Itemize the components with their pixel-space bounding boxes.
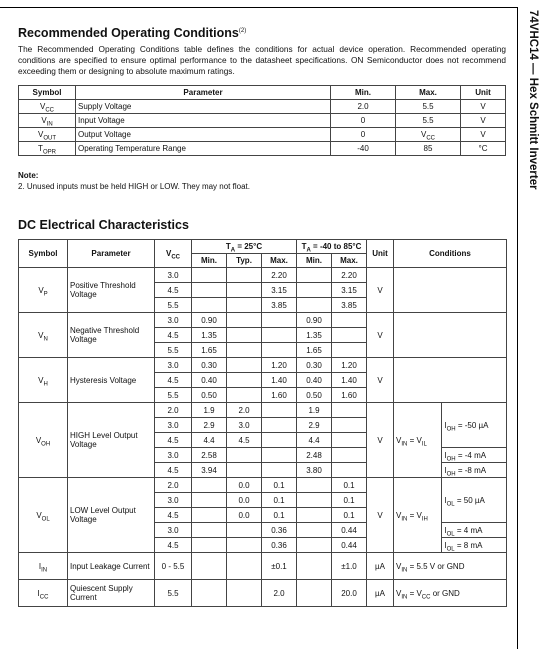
dc-max2 [332, 313, 367, 328]
dc-min2: 0.90 [297, 313, 332, 328]
side-title [523, 10, 539, 270]
roc-h-unit: Unit [461, 86, 506, 100]
dc-h-max2: Max. [332, 254, 367, 268]
dc-min: 0.50 [192, 388, 227, 403]
dc-max [262, 403, 297, 418]
dc-min2 [297, 580, 332, 607]
dc-typ: 0.0 [227, 478, 262, 493]
dc-subcondition: $I_{OH} = -50$ µA [442, 403, 507, 448]
dc-typ [227, 298, 262, 313]
note-label: Note: [18, 171, 39, 180]
dc-typ: 0.0 [227, 508, 262, 523]
dc-vcc: 4.5 [155, 328, 192, 343]
dc-h-typ: Typ. [227, 254, 262, 268]
roc-parameter: Supply Voltage [76, 100, 331, 114]
dc-min2: 1.35 [297, 328, 332, 343]
dc-min2: 1.65 [297, 343, 332, 358]
dc-symbol: $V_P$ [19, 268, 68, 313]
dc-parameter: Input Leakage Current [68, 553, 155, 580]
roc-symbol: $V_{OUT}$ [19, 128, 76, 142]
dc-max: 2.20 [262, 268, 297, 283]
roc-row [19, 100, 506, 114]
dc-vcc: 3.0 [155, 268, 192, 283]
dc-vcc: 3.0 [155, 418, 192, 433]
dc-symbol: $V_N$ [19, 313, 68, 358]
dc-subcondition: $I_{OH} = -4$ mA [442, 448, 507, 463]
roc-row [19, 128, 506, 142]
dc-parameter: Negative Threshold Voltage [68, 313, 155, 358]
dc-condition: $V_{IN} = V_{CC}$ or GND [394, 580, 507, 607]
dc-min2 [297, 283, 332, 298]
roc-title: Recommended Operating Conditions$^{(2)}$ [18, 26, 247, 40]
page-frame-right [517, 7, 518, 649]
dc-condition: $V_{IN} = 5.5$ V or GND [394, 553, 507, 580]
dc-row [19, 268, 507, 283]
roc-min: 0 [331, 128, 396, 142]
dc-max [262, 448, 297, 463]
dc-max: 2.0 [262, 580, 297, 607]
dc-max2 [332, 403, 367, 418]
dc-max: 0.36 [262, 523, 297, 538]
dc-symbol: $V_{OH}$ [19, 403, 68, 478]
dc-typ [227, 328, 262, 343]
dc-min2 [297, 523, 332, 538]
roc-symbol: $T_{OPR}$ [19, 142, 76, 156]
dc-subcondition: $I_{OL} = 8$ mA [442, 538, 507, 553]
dc-condition: $V_{IN} = V_{IL}$ [394, 403, 442, 478]
dc-min: 1.9 [192, 403, 227, 418]
roc-parameter: Operating Temperature Range [76, 142, 331, 156]
dc-vcc: 4.5 [155, 283, 192, 298]
dc-max [262, 343, 297, 358]
dc-min2: 2.9 [297, 418, 332, 433]
dc-vcc: 2.0 [155, 403, 192, 418]
dc-typ [227, 523, 262, 538]
dc-row [19, 553, 507, 580]
dc-min2: 0.50 [297, 388, 332, 403]
dc-vcc: 5.5 [155, 298, 192, 313]
dc-subcondition: $I_{OL} = 4$ mA [442, 523, 507, 538]
dc-typ: 0.0 [227, 493, 262, 508]
dc-typ [227, 538, 262, 553]
dc-header-row-1 [19, 240, 507, 254]
dc-min: 4.4 [192, 433, 227, 448]
dc-max [262, 463, 297, 478]
roc-symbol: $V_{IN}$ [19, 114, 76, 128]
roc-max: 5.5 [396, 100, 461, 114]
dc-typ [227, 580, 262, 607]
dc-typ: 3.0 [227, 418, 262, 433]
dc-parameter: LOW Level Output Voltage [68, 478, 155, 553]
dc-condition: $V_{IN} = V_{IH}$ [394, 478, 442, 553]
dc-min: 0.40 [192, 373, 227, 388]
dc-row [19, 478, 507, 493]
dc-max2: 1.20 [332, 358, 367, 373]
dc-symbol: $I_{IN}$ [19, 553, 68, 580]
dc-typ: 2.0 [227, 403, 262, 418]
dc-max2: 1.60 [332, 388, 367, 403]
dc-min: 1.35 [192, 328, 227, 343]
dc-min: 1.65 [192, 343, 227, 358]
dc-min [192, 523, 227, 538]
roc-max: 5.5 [396, 114, 461, 128]
dc-min: 2.58 [192, 448, 227, 463]
dc-typ [227, 358, 262, 373]
dc-typ [227, 283, 262, 298]
dc-max: 1.60 [262, 388, 297, 403]
dc-parameter: HIGH Level Output Voltage [68, 403, 155, 478]
dc-h-parameter: Parameter [68, 240, 155, 268]
dc-max2: 0.44 [332, 538, 367, 553]
dc-min: 2.9 [192, 418, 227, 433]
dc-typ: 4.5 [227, 433, 262, 448]
dc-typ [227, 268, 262, 283]
dc-max2: 3.15 [332, 283, 367, 298]
roc-unit: V [461, 128, 506, 142]
roc-max: 85 [396, 142, 461, 156]
roc-h-parameter: Parameter [76, 86, 331, 100]
dc-min [192, 493, 227, 508]
roc-h-symbol: Symbol [19, 86, 76, 100]
roc-h-max: Max. [396, 86, 461, 100]
roc-max: $V_{CC}$ [396, 128, 461, 142]
dc-vcc: 5.5 [155, 388, 192, 403]
dc-condition [394, 313, 507, 358]
dc-unit: V [367, 403, 394, 478]
dc-unit: V [367, 268, 394, 313]
dc-max: 0.1 [262, 508, 297, 523]
roc-min: -40 [331, 142, 396, 156]
dc-h-vcc: $V_{CC}$ [155, 240, 192, 268]
dc-min2 [297, 478, 332, 493]
dc-max2: 20.0 [332, 580, 367, 607]
dc-min [192, 553, 227, 580]
dc-min: 0.30 [192, 358, 227, 373]
dc-min2: 0.40 [297, 373, 332, 388]
side-title-text: 74VHC14 — Hex Schmitt Inverter [527, 10, 539, 190]
dc-min2: 0.30 [297, 358, 332, 373]
roc-note [18, 170, 250, 192]
dc-vcc: 4.5 [155, 508, 192, 523]
dc-h-conditions: Conditions [394, 240, 507, 268]
dc-max [262, 328, 297, 343]
dc-max2: 0.44 [332, 523, 367, 538]
dc-vcc: 3.0 [155, 523, 192, 538]
dc-min [192, 268, 227, 283]
dc-max2 [332, 328, 367, 343]
roc-unit: °C [461, 142, 506, 156]
dc-min2 [297, 268, 332, 283]
dc-max [262, 433, 297, 448]
dc-max2 [332, 433, 367, 448]
dc-max2: ±1.0 [332, 553, 367, 580]
dc-max: 3.85 [262, 298, 297, 313]
dc-min2 [297, 553, 332, 580]
dc-vcc: 5.5 [155, 580, 192, 607]
dc-max2: 0.1 [332, 508, 367, 523]
dc-max2 [332, 418, 367, 433]
dc-parameter: Positive Threshold Voltage [68, 268, 155, 313]
dc-max: 0.1 [262, 478, 297, 493]
dc-unit: µA [367, 553, 394, 580]
roc-parameter: Output Voltage [76, 128, 331, 142]
dc-vcc: 4.5 [155, 373, 192, 388]
dc-min [192, 538, 227, 553]
dc-vcc: 3.0 [155, 493, 192, 508]
dc-max: 1.40 [262, 373, 297, 388]
roc-row [19, 142, 506, 156]
dc-min [192, 478, 227, 493]
dc-min2 [297, 493, 332, 508]
dc-max2 [332, 343, 367, 358]
dc-h-ta25: $T_A = 25^\circ C$ [192, 240, 297, 254]
dc-typ [227, 448, 262, 463]
dc-typ [227, 553, 262, 580]
roc-intro: The Recommended Operating Conditions table defines the conditions for actual device operation. Recommended operating conditions are specified to ensure optimal performance to the datasheet specifications. ON Semiconductor does not recommend exceeding them or designing to absolute maximum ratings. [18, 44, 506, 76]
dc-max2: 0.1 [332, 478, 367, 493]
dc-min2 [297, 298, 332, 313]
dc-h-ta85: $T_A = -40$ to 85°C [297, 240, 367, 254]
dc-row [19, 580, 507, 607]
dc-typ [227, 343, 262, 358]
dc-min [192, 283, 227, 298]
dc-row [19, 358, 507, 373]
dc-condition [394, 358, 507, 403]
dc-min [192, 508, 227, 523]
dc-h-symbol: Symbol [19, 240, 68, 268]
dc-vcc: 4.5 [155, 463, 192, 478]
dc-min2 [297, 508, 332, 523]
roc-row [19, 114, 506, 128]
dc-max2 [332, 448, 367, 463]
dc-unit: V [367, 358, 394, 403]
dc-subcondition: $I_{OL} = 50$ µA [442, 478, 507, 523]
dc-min [192, 298, 227, 313]
dc-max: 3.15 [262, 283, 297, 298]
roc-unit: V [461, 100, 506, 114]
dc-typ [227, 388, 262, 403]
dc-parameter: Quiescent Supply Current [68, 580, 155, 607]
dc-h-min: Min. [192, 254, 227, 268]
roc-symbol: $V_{CC}$ [19, 100, 76, 114]
roc-min: 0 [331, 114, 396, 128]
dc-unit: V [367, 313, 394, 358]
dc-title: DC Electrical Characteristics [18, 218, 189, 232]
dc-symbol: $I_{CC}$ [19, 580, 68, 607]
dc-vcc: 3.0 [155, 448, 192, 463]
dc-max: ±0.1 [262, 553, 297, 580]
dc-h-min2: Min. [297, 254, 332, 268]
dc-symbol: $V_{OL}$ [19, 478, 68, 553]
roc-title-note: (2) [238, 27, 247, 34]
dc-max [262, 313, 297, 328]
dc-max [262, 418, 297, 433]
roc-min: 2.0 [331, 100, 396, 114]
dc-max2: 1.40 [332, 373, 367, 388]
roc-table [18, 85, 506, 156]
dc-min [192, 580, 227, 607]
dc-min2: 4.4 [297, 433, 332, 448]
dc-max: 1.20 [262, 358, 297, 373]
dc-vcc: 2.0 [155, 478, 192, 493]
dc-min: 0.90 [192, 313, 227, 328]
dc-vcc: 0 - 5.5 [155, 553, 192, 580]
dc-subcondition: $I_{OH} = -8$ mA [442, 463, 507, 478]
note-text: 2. Unused inputs must be held HIGH or LOW. They may not float. [18, 182, 250, 191]
dc-max: 0.1 [262, 493, 297, 508]
dc-vcc: 3.0 [155, 313, 192, 328]
dc-vcc: 4.5 [155, 538, 192, 553]
dc-row [19, 403, 507, 418]
roc-header-row [19, 86, 506, 100]
dc-unit: µA [367, 580, 394, 607]
dc-typ [227, 373, 262, 388]
roc-h-min: Min. [331, 86, 396, 100]
dc-max2: 3.85 [332, 298, 367, 313]
dc-min2 [297, 538, 332, 553]
page-frame-top [0, 7, 517, 8]
dc-max2: 2.20 [332, 268, 367, 283]
dc-symbol: $V_H$ [19, 358, 68, 403]
dc-min2: 2.48 [297, 448, 332, 463]
dc-vcc: 5.5 [155, 343, 192, 358]
dc-min2: 3.80 [297, 463, 332, 478]
dc-min2: 1.9 [297, 403, 332, 418]
dc-max: 0.36 [262, 538, 297, 553]
dc-typ [227, 313, 262, 328]
roc-parameter: Input Voltage [76, 114, 331, 128]
dc-vcc: 3.0 [155, 358, 192, 373]
dc-h-max: Max. [262, 254, 297, 268]
dc-h-unit: Unit [367, 240, 394, 268]
dc-min: 3.94 [192, 463, 227, 478]
dc-vcc: 4.5 [155, 433, 192, 448]
roc-unit: V [461, 114, 506, 128]
dc-unit: V [367, 478, 394, 553]
dc-parameter: Hysteresis Voltage [68, 358, 155, 403]
dc-max2 [332, 463, 367, 478]
dc-max2: 0.1 [332, 493, 367, 508]
dc-table [18, 239, 507, 607]
dc-row [19, 313, 507, 328]
dc-typ [227, 463, 262, 478]
dc-condition [394, 268, 507, 313]
